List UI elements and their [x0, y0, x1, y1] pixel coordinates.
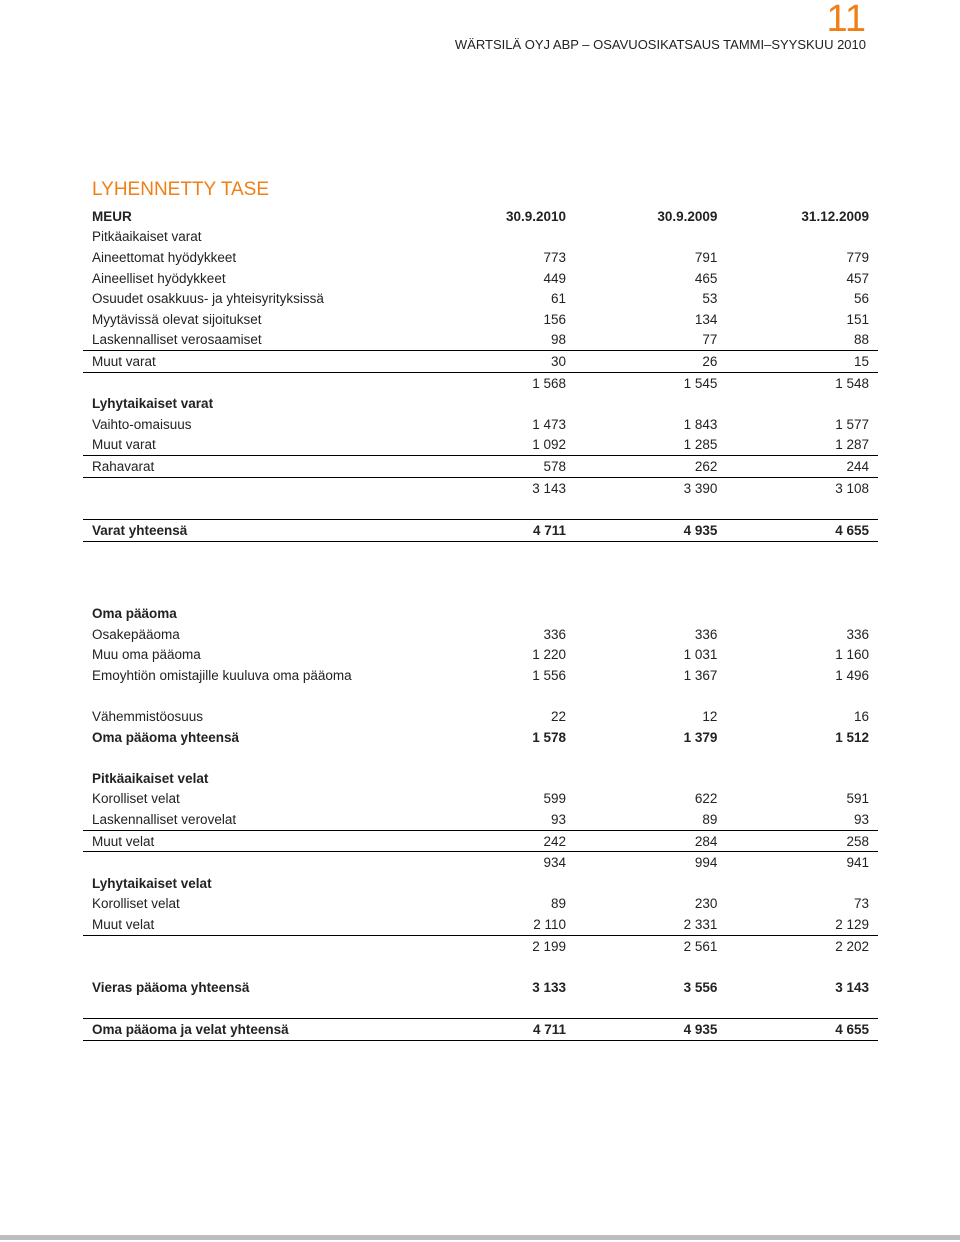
- row-label: [83, 541, 424, 562]
- table-row: [83, 227, 878, 248]
- row-value: [575, 603, 726, 624]
- table-row: [83, 830, 878, 852]
- row-value: 244: [726, 456, 878, 478]
- row-value: 156: [543, 311, 567, 327]
- row-value: 61: [550, 291, 567, 307]
- row-label: [83, 935, 424, 956]
- table-row: [83, 268, 878, 289]
- table-row: [83, 498, 878, 519]
- table-row: [83, 935, 878, 956]
- row-value: [424, 541, 575, 562]
- row-label: Muut velat: [83, 830, 424, 852]
- table-row: [83, 351, 878, 373]
- table-row: [83, 914, 878, 935]
- row-value: 2 202: [835, 938, 869, 954]
- table-row: [83, 288, 878, 309]
- row-label: [83, 372, 424, 393]
- row-label: [83, 562, 424, 583]
- column-header-unit: MEUR: [92, 208, 132, 224]
- row-value: [575, 393, 726, 414]
- row-value: 449: [543, 270, 567, 286]
- row-label: [83, 686, 424, 707]
- row-value: 15: [726, 351, 878, 373]
- table-row: [83, 519, 878, 541]
- row-label: Rahavarat: [83, 456, 424, 478]
- row-value: [424, 583, 575, 604]
- row-label: Muut velat: [83, 914, 424, 935]
- row-value: 3 108: [835, 480, 869, 496]
- row-value: 4 655: [726, 519, 878, 541]
- row-value: [726, 227, 878, 248]
- table-row: [83, 665, 878, 686]
- table-row: [83, 309, 878, 330]
- row-value: 336: [543, 626, 567, 642]
- row-label: Muu oma pääoma: [92, 647, 201, 663]
- column-header-date: 31.12.2009: [801, 208, 869, 224]
- row-value: [575, 498, 726, 519]
- row-label: Oma pääoma ja velat yhteensä: [83, 1019, 424, 1041]
- row-value: 30: [424, 351, 575, 373]
- row-value: 134: [694, 311, 718, 327]
- column-header-date: 30.9.2010: [505, 208, 567, 224]
- footer-divider: [0, 1235, 960, 1240]
- column-header-date: 30.9.2009: [657, 208, 718, 224]
- row-label: Laskennalliset verovelat: [83, 809, 424, 830]
- row-value: 2 199: [532, 938, 567, 954]
- row-value: 53: [702, 291, 718, 307]
- table-row: [83, 393, 878, 414]
- row-value: 1 092: [424, 435, 575, 456]
- row-value: 934: [543, 855, 567, 871]
- page-number: 11: [826, 0, 866, 40]
- row-label: Osuudet osakkuus- ja yhteisyrityksissä: [92, 291, 324, 307]
- table-row: [83, 562, 878, 583]
- table-row: [83, 603, 878, 624]
- row-value: [726, 998, 878, 1019]
- row-value: [424, 498, 575, 519]
- row-value: 1 568: [532, 375, 567, 391]
- row-value: 22: [550, 709, 567, 725]
- row-value: [726, 747, 878, 768]
- row-label: Vaihto-omaisuus: [92, 416, 192, 432]
- table-row: [83, 789, 878, 810]
- table-row: [83, 477, 878, 498]
- row-value: 1 160: [835, 647, 869, 663]
- row-value: 2 331: [575, 914, 726, 935]
- row-value: 1 843: [683, 416, 718, 432]
- table-row: [83, 809, 878, 830]
- report-header-title: WÄRTSILÄ OYJ ABP – OSAVUOSIKATSAUS TAMMI–SYYSKUU 2010: [454, 37, 866, 52]
- row-value: [424, 998, 575, 1019]
- row-value: 98: [424, 330, 575, 351]
- row-value: 3 133: [532, 979, 567, 995]
- table-row: [83, 456, 878, 478]
- row-label: Myytävissä olevat sijoitukset: [92, 311, 262, 327]
- table-row: [83, 414, 878, 435]
- row-value: 3 143: [835, 979, 869, 995]
- table-row: [83, 541, 878, 562]
- row-value: [575, 227, 726, 248]
- row-value: 242: [424, 830, 575, 852]
- row-label: Varat yhteensä: [83, 519, 424, 541]
- row-label: Emoyhtiön omistajille kuuluva oma pääoma: [92, 667, 352, 683]
- row-label: Vähemmistöosuus: [92, 709, 204, 725]
- row-value: 16: [853, 709, 869, 725]
- table-row: [83, 706, 878, 727]
- row-value: 3 390: [683, 480, 718, 496]
- row-value: [726, 956, 878, 977]
- row-value: 1 379: [683, 729, 718, 745]
- row-value: 336: [846, 626, 869, 642]
- row-value: 77: [575, 330, 726, 351]
- row-label: Lyhytaikaiset velat: [92, 875, 212, 891]
- row-value: 1 367: [683, 667, 718, 683]
- row-value: 88: [726, 330, 878, 351]
- row-value: 457: [846, 270, 869, 286]
- row-value: 3 143: [532, 480, 567, 496]
- row-value: 599: [543, 791, 567, 807]
- table-row: [83, 624, 878, 645]
- row-value: 578: [424, 456, 575, 478]
- row-value: 1 287: [726, 435, 878, 456]
- balance-sheet-table: [83, 206, 878, 1041]
- row-value: 773: [543, 249, 567, 265]
- row-value: 1 473: [532, 416, 567, 432]
- row-label: Muut varat: [83, 351, 424, 373]
- row-value: [726, 562, 878, 583]
- row-value: [575, 956, 726, 977]
- row-value: 2 129: [726, 914, 878, 935]
- table-row: [83, 956, 878, 977]
- row-value: 26: [575, 351, 726, 373]
- row-value: 1 512: [835, 729, 869, 745]
- row-value: 93: [424, 809, 575, 830]
- row-value: [726, 583, 878, 604]
- table-row: [83, 852, 878, 873]
- table-row: [83, 747, 878, 768]
- row-label: Pitkäaikaiset velat: [92, 770, 209, 786]
- row-value: [424, 227, 575, 248]
- row-value: [575, 541, 726, 562]
- row-value: 1 556: [532, 667, 567, 683]
- section-title: LYHENNETTY TASE: [92, 179, 270, 200]
- table-row: [83, 727, 878, 748]
- row-value: 56: [853, 291, 869, 307]
- row-label: Muut varat: [83, 435, 424, 456]
- row-value: [424, 393, 575, 414]
- row-value: 336: [694, 626, 718, 642]
- row-value: [575, 768, 726, 789]
- row-label: [83, 998, 424, 1019]
- table-row: [83, 998, 878, 1019]
- row-value: 4 935: [575, 519, 726, 541]
- row-value: [726, 393, 878, 414]
- row-label: [83, 477, 424, 498]
- row-value: 2 110: [424, 914, 575, 935]
- row-value: 2 561: [683, 938, 718, 954]
- table-header-row: [83, 206, 878, 227]
- row-value: [424, 603, 575, 624]
- table-row: [83, 768, 878, 789]
- row-value: 73: [853, 896, 869, 912]
- row-value: 591: [846, 791, 869, 807]
- table-row: [83, 1019, 878, 1041]
- table-row: [83, 894, 878, 915]
- row-value: [575, 686, 726, 707]
- row-label: Pitkäaikaiset varat: [92, 229, 202, 245]
- row-label: Oma pääoma: [92, 606, 177, 622]
- row-value: [575, 998, 726, 1019]
- table-row: [83, 247, 878, 268]
- row-value: 3 556: [683, 979, 718, 995]
- table-row: [83, 583, 878, 604]
- row-label: Vieras pääoma yhteensä: [92, 979, 250, 995]
- row-label: Lyhytaikaiset varat: [92, 396, 214, 412]
- table-row: [83, 372, 878, 393]
- table-row: [83, 330, 878, 351]
- row-value: [575, 873, 726, 894]
- row-value: 89: [575, 809, 726, 830]
- row-value: [424, 686, 575, 707]
- row-value: 151: [846, 311, 869, 327]
- row-value: 791: [694, 249, 718, 265]
- row-value: [726, 768, 878, 789]
- row-value: [424, 562, 575, 583]
- table-row: [83, 977, 878, 998]
- row-value: 262: [575, 456, 726, 478]
- row-label: Aineettomat hyödykkeet: [92, 249, 237, 265]
- row-value: 93: [726, 809, 878, 830]
- row-label: [83, 956, 424, 977]
- row-value: 1 496: [835, 667, 869, 683]
- row-value: 779: [846, 249, 869, 265]
- row-value: [726, 873, 878, 894]
- row-value: 4 711: [424, 519, 575, 541]
- row-value: 4 935: [575, 1019, 726, 1041]
- row-label: [83, 852, 424, 873]
- row-value: 1 577: [835, 416, 869, 432]
- row-value: [424, 747, 575, 768]
- row-value: 994: [694, 855, 718, 871]
- row-value: 1 285: [575, 435, 726, 456]
- row-value: [575, 747, 726, 768]
- row-label: [83, 498, 424, 519]
- row-value: 622: [694, 791, 718, 807]
- row-value: 230: [694, 896, 718, 912]
- row-value: 284: [575, 830, 726, 852]
- row-value: [424, 956, 575, 977]
- table-row: [83, 644, 878, 665]
- row-value: 4 655: [726, 1019, 878, 1041]
- table-row: [83, 435, 878, 456]
- row-value: 89: [550, 896, 567, 912]
- row-value: 1 031: [683, 647, 718, 663]
- row-value: 1 578: [532, 729, 567, 745]
- row-label: [83, 747, 424, 768]
- row-label: Osakepääoma: [92, 626, 180, 642]
- row-value: [726, 686, 878, 707]
- row-value: [424, 873, 575, 894]
- row-value: 258: [726, 830, 878, 852]
- row-value: [575, 562, 726, 583]
- row-label: Korolliset velat: [92, 791, 180, 807]
- row-value: [424, 768, 575, 789]
- table-row: [83, 686, 878, 707]
- row-label: Korolliset velat: [92, 896, 180, 912]
- row-label: Laskennalliset verosaamiset: [83, 330, 424, 351]
- row-value: 1 548: [835, 375, 869, 391]
- row-value: 4 711: [424, 1019, 575, 1041]
- row-label: [83, 583, 424, 604]
- row-value: [726, 498, 878, 519]
- table-row: [83, 873, 878, 894]
- row-value: 941: [846, 855, 869, 871]
- row-label: Aineelliset hyödykkeet: [92, 270, 226, 286]
- row-value: 1 545: [683, 375, 718, 391]
- row-value: [726, 541, 878, 562]
- row-value: 1 220: [532, 647, 567, 663]
- row-value: 465: [694, 270, 718, 286]
- row-value: [726, 603, 878, 624]
- row-label: Oma pääoma yhteensä: [92, 729, 240, 745]
- row-value: 12: [702, 709, 718, 725]
- row-value: [575, 583, 726, 604]
